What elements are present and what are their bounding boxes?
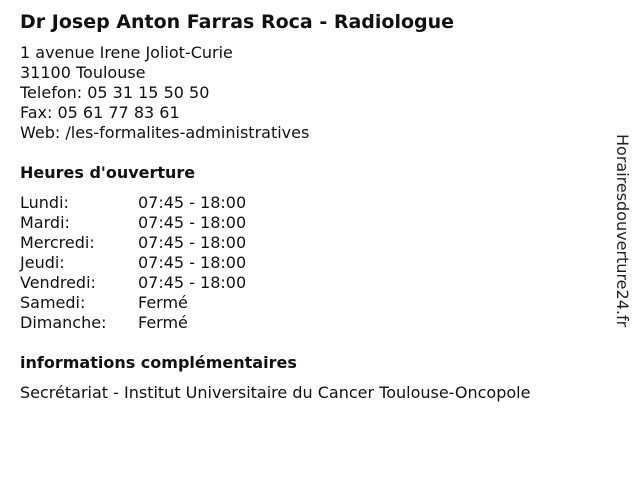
day-label: Jeudi:	[20, 253, 65, 272]
opening-hours-table	[20, 193, 246, 333]
hours-row	[20, 313, 246, 333]
hours-row	[20, 193, 246, 213]
phone-number: Telefon: 05 31 15 50 50	[20, 83, 210, 102]
day-label: Lundi:	[20, 193, 69, 212]
hours-row	[20, 273, 246, 293]
hours-row	[20, 213, 246, 233]
day-label: Mercredi:	[20, 233, 95, 252]
city-address: 31100 Toulouse	[20, 63, 146, 82]
additional-info-text: Secrétariat - Institut Universitaire du Cancer Toulouse-Oncopole	[20, 383, 531, 402]
hours-row	[20, 293, 246, 313]
fax-number: Fax: 05 61 77 83 61	[20, 103, 180, 122]
time-value: 07:45 - 18:00	[138, 193, 247, 212]
street-address: 1 avenue Irene Joliot-Curie	[20, 43, 233, 62]
time-value: 07:45 - 18:00	[138, 233, 247, 252]
time-value: Fermé	[138, 313, 188, 332]
time-value: 07:45 - 18:00	[138, 273, 247, 292]
day-label: Mardi:	[20, 213, 70, 232]
website-link[interactable]: Web: /les-formalites-administratives	[20, 123, 310, 142]
additional-info-heading: informations complémentaires	[20, 353, 297, 372]
hours-row	[20, 253, 246, 273]
time-value: 07:45 - 18:00	[138, 213, 247, 232]
opening-hours-heading: Heures d'ouverture	[20, 163, 196, 182]
time-value: 07:45 - 18:00	[138, 253, 247, 272]
day-label: Vendredi:	[20, 273, 96, 292]
page-title: Dr Josep Anton Farras Roca - Radiologue	[20, 11, 455, 33]
hours-row	[20, 233, 246, 253]
address-block	[20, 43, 309, 143]
day-label: Dimanche:	[20, 313, 107, 332]
site-watermark: Horairesdouverture24.fr	[613, 134, 632, 328]
day-label: Samedi:	[20, 293, 86, 312]
time-value: Fermé	[138, 293, 188, 312]
